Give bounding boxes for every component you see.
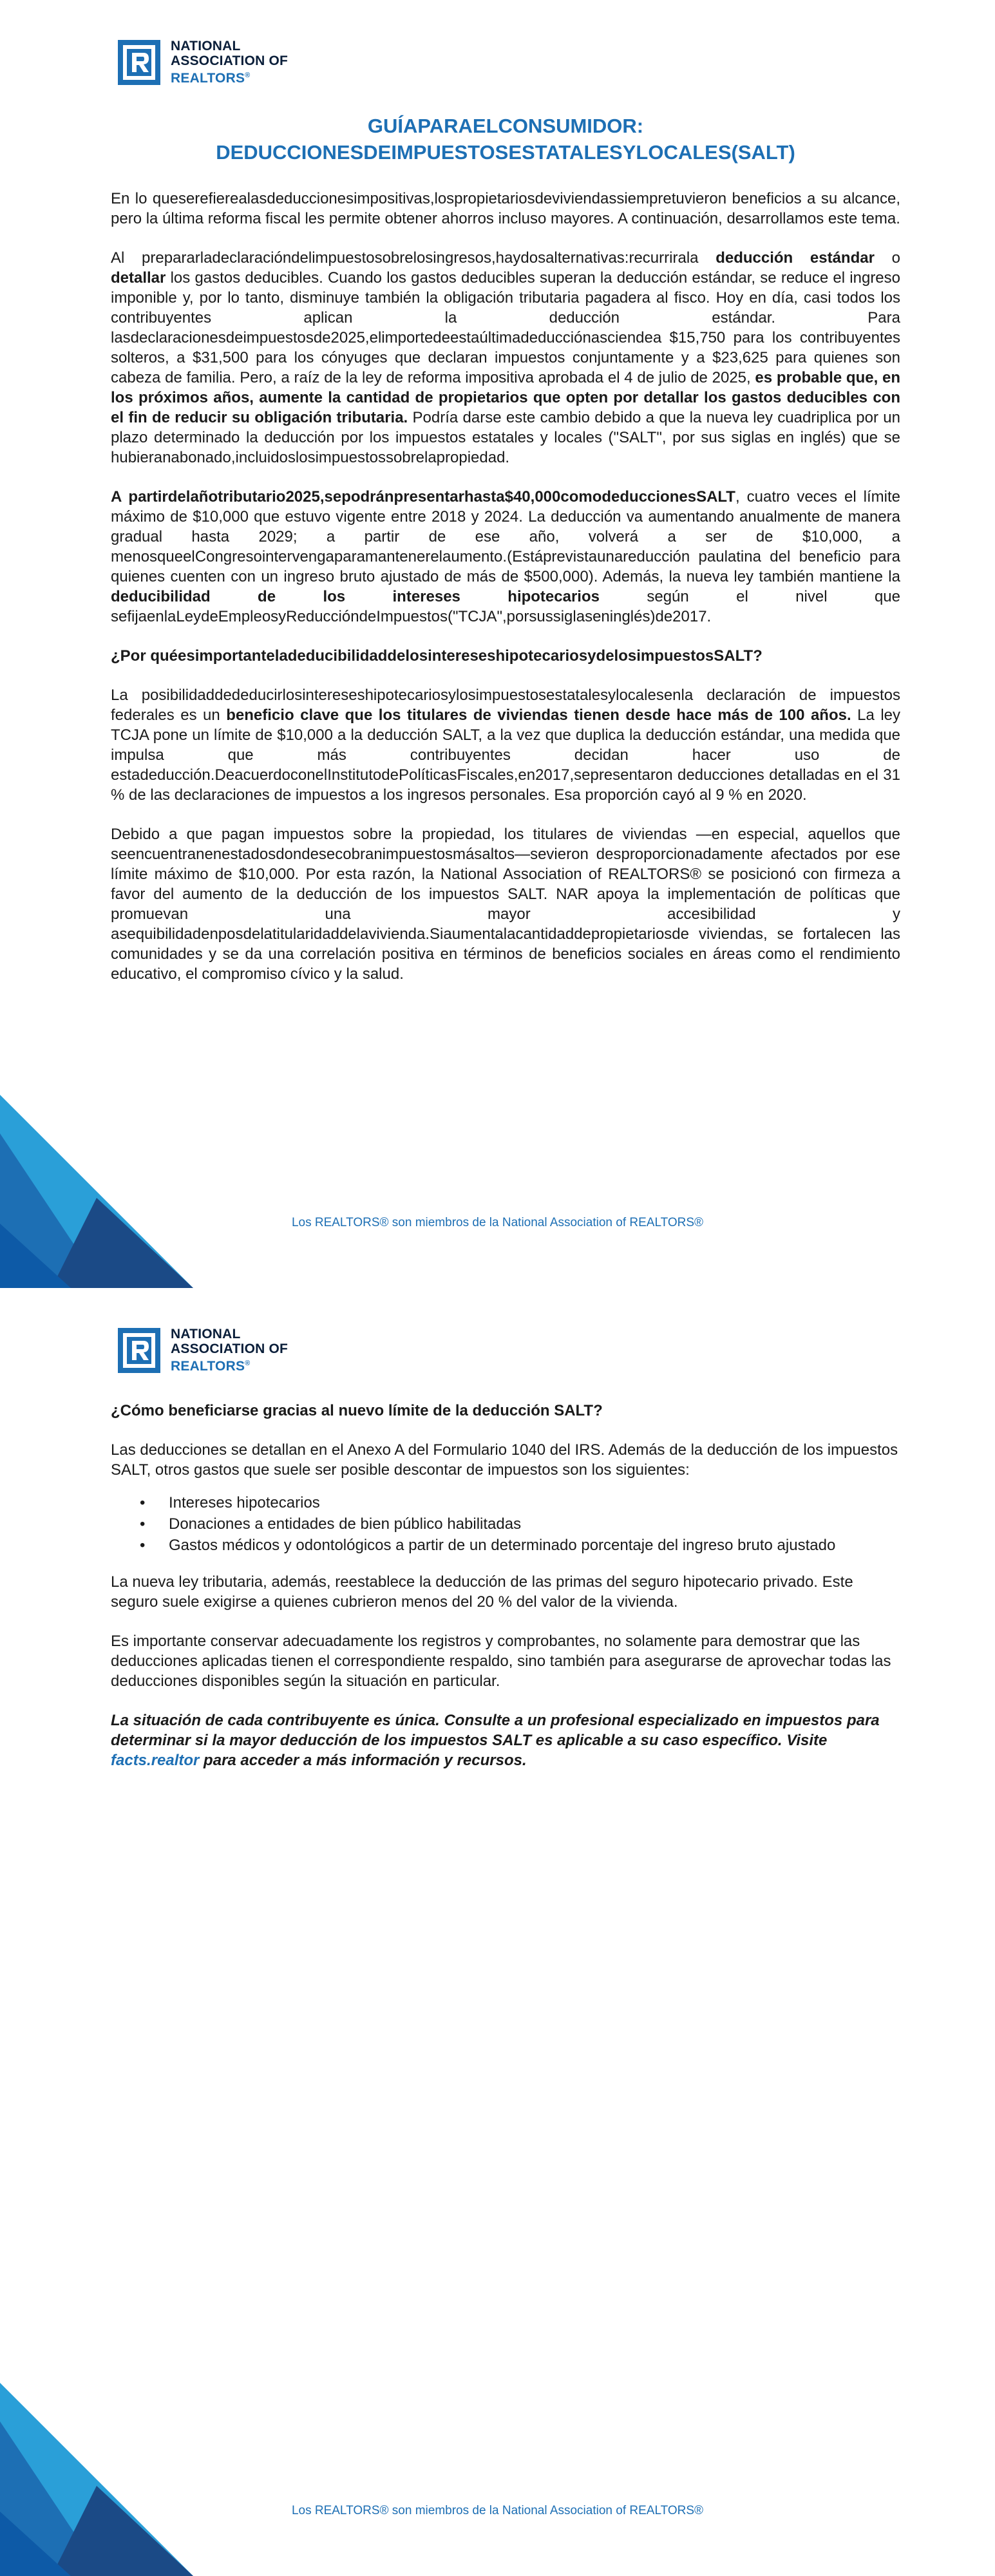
corner-triangles-graphic: [0, 1095, 193, 1288]
paragraph-alternatives: Al prepararladeclaracióndelimpuestosobrelosingresos,haydosalternativas:recurrirala deducción estándar o detallar los gastos deducibles. Cuando los gastos deducibles superan la deducción estándar, se reduce el ingreso imponible y, por lo tanto, disminuye también la obligación tributaria pagadera al fisco. Hoy en día, casi todos los contribuyentes aplican la deducción estándar. Para lasdeclaracionesdeimpuestosde2025,elimportedeestaúltimadeducciónasciendea $15,750 para los contribuyentes solteros, a $31,500 para los cónyuges que declaran impuestos conjuntamente y a $23,625 para quienes son cabeza de familia. Pero, a raíz de la ley de reforma impositiva aprobada el 4 de julio de 2025, es probable que, en los próximos años, aumente la cantidad de propietarios que opten por detallar los gastos deducibles con el fin de reducir su obligación tributaria. Podría darse este cambio debido a que la nueva ley cuadriplica por un plazo determinado la deducción por los impuestos estatales y locales ("SALT", por sus siglas en inglés) que se hubieranabonado,incluidoslosimpuestossobrelapropiedad.: [111, 249, 901, 466]
nar-logo: [118, 39, 288, 86]
page-2: [0, 1288, 995, 2576]
bold-intereses-hipotecarios: deducibilidad de los intereses hipotecarios: [111, 588, 600, 605]
bold-detallar: detallar: [111, 269, 166, 287]
logo-wordmark: [171, 39, 288, 86]
logo-line-2: ASSOCIATION OF: [171, 53, 289, 68]
paragraph-property-taxes: Debido a que pagan impuestos sobre la propiedad, los titulares de viviendas —en especial, aquellos que seencuentranenestadosdondesecobranimpuestosmásaltos—sevieron desproporcionadamente afectados por ese límite máximo de $10,000. Por esta razón, la National Association of REALTORS® se posicionó con firmeza a favor del aumento de la deducción de los impuestos SALT. NAR apoya la implementación de políticas que promuevan una mayor accesibilidad y asequibilidadenposdelatitularidaddelavivienda.Siaumentalacantidaddepropietariosde viviendas, se fortalecen las comunidades y se da una correlación positiva en términos de beneficios sociales en áreas como el rendimiento educativo, el compromiso cívico y la salud.: [111, 826, 900, 983]
bold-salt-40000: A partirdelañotributario2025,sepodránpresentarhasta$40,000comodeduccionesSALT: [111, 488, 735, 506]
logo-line-3: REALTORS®: [171, 1359, 251, 1374]
section-heading-importance: ¿Por quéesimportanteladeducibilidaddelosintereseshipotecariosydelosimpuestosSALT?: [111, 647, 763, 665]
paragraph-records: Es importante conservar adecuadamente los registros y comprobantes, no solamente para demostrar que las deducciones aplicadas tienen el correspondiente respaldo, sino también para asegurarse de aprovechar todas las deducciones disponibles según la situación en particular.: [111, 1633, 891, 1690]
page-2-content: [111, 1401, 900, 1790]
nar-logo: [118, 1327, 288, 1374]
footer-text: Los REALTORS® son miembros de la National Association of REALTORS®: [291, 2504, 704, 2517]
paragraph-benefit: La posibilidaddededucirlosintereseshipotecariosylosimpuestosestatalesylocalesenla declaración de impuestos federales es un beneficio clave que los titulares de viviendas tienen desde hace más de 100 años. La ley TCJA pone un límite de $10,000 a la deducción SALT, a la vez que duplica la deducción estándar, una medida que impulsa que más contribuyentes decidan hacer uso de estadeducción.DeacuerdoconelInstitutodePolíticasFiscales,en2017,sepresentaron deducciones detalladas en el 31 % de las declaraciones de impuestos a los ingresos personales. Esa proporción cayó al 9 % en 2020.: [111, 687, 900, 804]
paragraph-salt-limit: A partirdelañotributario2025,sepodránpresentarhasta$40,000comodeduccionesSALT, cuatro veces el límite máximo de $10,000 que estuvo vigente entre 2018 y 2024. La deducción va aumentando anualmente de manera gradual hasta 2029; a partir de ese año, volverá a ser de $10,000, a menosqueelCongresointervengaparamantenerelaumento.(Estáprevistaunareducción paulatina del beneficio para quienes cuenten con un ingreso bruto ajustado de más de $500,000). Además, la nueva ley también mantiene la deducibilidad de los intereses hipotecarios según el nivel que sefijaenlaLeydeEmpleosyReduccióndeImpuestos("TCJA",porsussiglaseninglés)de2017.: [111, 488, 901, 625]
paragraph-anexo-a: Las deducciones se detallan en el Anexo A del Formulario 1040 del IRS. Además de la deducción de los impuestos SALT, otros gastos que suele ser posible descontar de impuestos son los siguientes:: [111, 1441, 898, 1479]
facts-realtor-link[interactable]: facts.realtor: [111, 1752, 200, 1769]
intro-paragraph: En lo queserefierealasdeduccionesimpositivas,lospropietariosdeviviendassiempretuvieron beneficios a su alcance, pero la última reforma fiscal les permite obtener ahorros incluso mayores. A continuación, desarrollamos este tema.: [111, 190, 900, 227]
bold-probable-aumento: es probable que, en los próximos años, aumente la cantidad de propietarios que opten por detallar los gastos deducibles con el fin de reducir su obligación tributaria.: [111, 369, 900, 426]
realtor-r-block-icon: [118, 1328, 160, 1373]
page-1-content: [111, 113, 900, 1003]
corner-triangles-graphic: [0, 2383, 193, 2576]
realtor-r-block-icon: [118, 40, 160, 85]
logo-line-3: REALTORS®: [171, 71, 251, 86]
logo-line-1: NATIONAL: [171, 39, 241, 53]
paragraph-mortgage-insurance: La nueva ley tributaria, además, reestablece la deducción de las primas del seguro hipotecario privado. Este seguro suele exigirse a quienes cubrieron menos del 20 % del valor de la vivienda.: [111, 1573, 853, 1611]
title-line-1: GUÍAPARAELCONSUMIDOR:: [367, 115, 644, 137]
list-item: • Donaciones a entidades de bien público habilitadas: [169, 1514, 900, 1534]
logo-wordmark: [171, 1327, 288, 1374]
list-item: • Gastos médicos y odontológicos a partir de un determinado porcentaje del ingreso bruto ajustado: [169, 1535, 900, 1555]
deductible-expenses-list: [111, 1493, 900, 1555]
logo-line-1: NATIONAL: [171, 1327, 241, 1341]
logo-line-2: ASSOCIATION OF: [171, 1341, 289, 1356]
title-line-2: DEDUCCIONESDEIMPUESTOSESTATALESYLOCALES(SALT): [216, 141, 795, 164]
bold-beneficio-clave: beneficio clave que los titulares de viviendas tienen desde hace más de 100 años.: [226, 706, 851, 724]
closing-note: La situación de cada contribuyente es única. Consulte a un profesional especializado en impuestos para determinar si la mayor deducción de los impuestos SALT es aplicable a su caso específico. Visite facts.realtor para acceder a más información y recursos.: [111, 1712, 880, 1769]
page-title: [111, 113, 900, 166]
section-heading-how-to-benefit: ¿Cómo beneficiarse gracias al nuevo límite de la deducción SALT?: [111, 1402, 603, 1419]
list-item: • Intereses hipotecarios: [169, 1493, 900, 1513]
footer-text: Los REALTORS® son miembros de la National Association of REALTORS®: [291, 1216, 704, 1229]
bold-deduccion-estandar: deducción estándar: [715, 249, 875, 267]
